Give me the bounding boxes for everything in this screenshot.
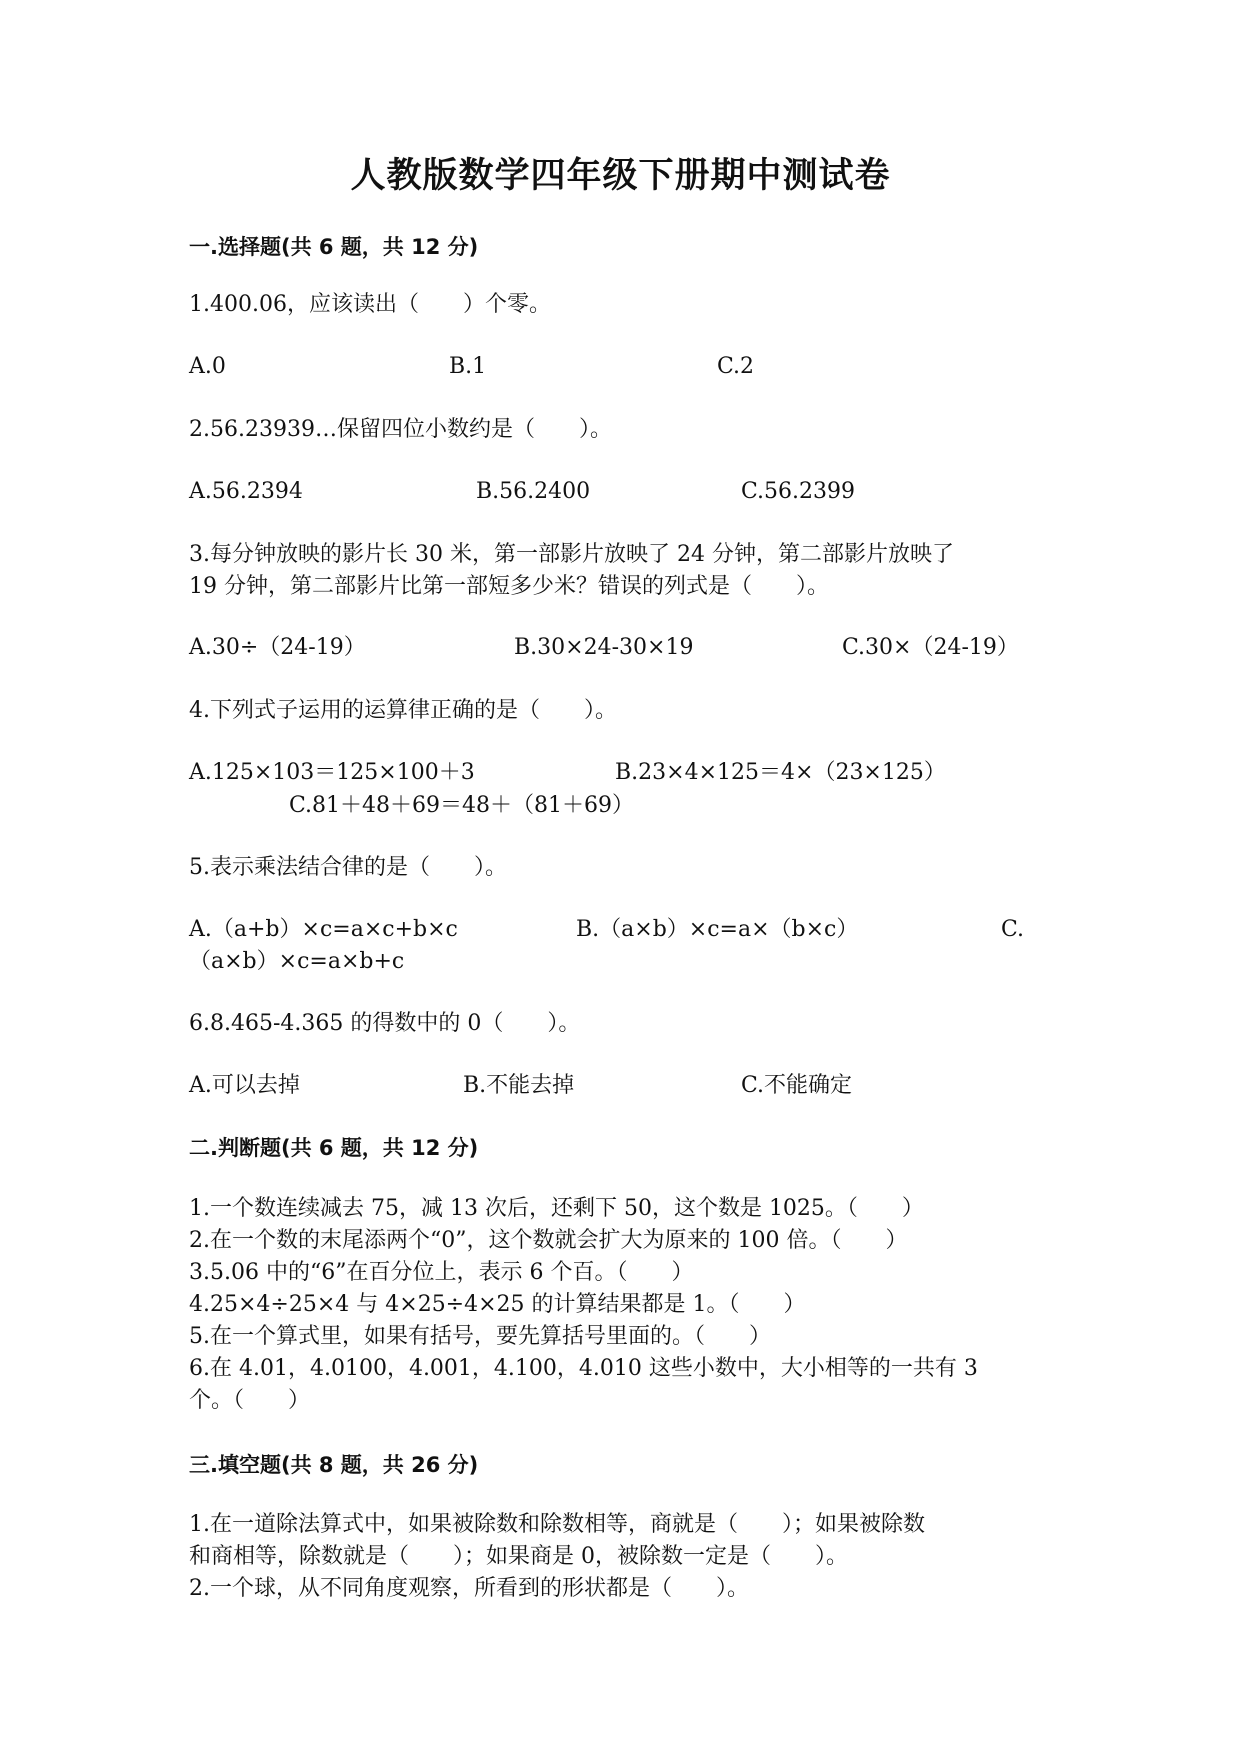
list-item: 4.25×4÷25×4 与 4×25÷4×25 的计算结果都是 1。（ ） — [189, 1292, 806, 1317]
option-c: C.2 — [717, 354, 755, 379]
option-b: B.不能去掉 — [463, 1073, 575, 1098]
list-item: 6.在 4.01，4.0100，4.001，4.100，4.010 这些小数中，大小相等的一共有 3 — [189, 1356, 978, 1381]
section-heading-fill: 三.填空题(共 8 题，共 26 分) — [189, 1453, 479, 1477]
option-b: B.（a×b）×c=a×（b×c） — [576, 917, 859, 942]
question-text-line1: 1.在一道除法算式中，如果被除数和除数相等，商就是（ ）；如果被除数 — [189, 1512, 925, 1537]
question-text-line2: 19 分钟，第二部影片比第一部短多少米？错误的列式是（ ）。 — [189, 574, 829, 599]
list-item-continuation: 个。（ ） — [189, 1388, 311, 1413]
option-b: B.56.2400 — [476, 479, 591, 504]
list-item: 3.5.06 中的“6”在百分位上，表示 6 个百。（ ） — [189, 1260, 694, 1285]
question-text: 4.下列式子运用的运算律正确的是（ ）。 — [189, 698, 617, 723]
section-heading-choice: 一.选择题(共 6 题，共 12 分) — [189, 235, 479, 259]
option-c: C.30×（24-19） — [842, 635, 1019, 660]
option-a: A.可以去掉 — [189, 1073, 300, 1098]
question-text: 2.一个球，从不同角度观察，所看到的形状都是（ ）。 — [189, 1576, 749, 1601]
option-a: A.125×103＝125×100＋3 — [189, 760, 475, 785]
option-a: A.0 — [189, 354, 226, 379]
question-text-line2: 和商相等，除数就是（ ）；如果商是 0，被除数一定是（ ）。 — [189, 1544, 848, 1569]
option-c: （a×b）×c=a×b+c — [189, 949, 405, 974]
list-item: 2.在一个数的末尾添两个“0”，这个数就会扩大为原来的 100 倍。（ ） — [189, 1228, 908, 1253]
list-item: 1.一个数连续减去 75，减 13 次后，还剩下 50，这个数是 1025。（ ） — [189, 1196, 924, 1221]
page-title: 人教版数学四年级下册期中测试卷 — [350, 156, 891, 196]
question-text-line1: 3.每分钟放映的影片长 30 米，第一部影片放映了 24 分钟，第二部影片放映了 — [189, 542, 954, 567]
option-c: C.不能确定 — [741, 1073, 853, 1098]
option-c-label: C. — [1001, 917, 1025, 942]
option-a: A.（a+b）×c=a×c+b×c — [189, 917, 458, 942]
question-text: 2.56.23939…保留四位小数约是（ ）。 — [189, 417, 612, 442]
question-text: 5.表示乘法结合律的是（ ）。 — [189, 855, 507, 880]
question-text: 1.400.06，应该读出（ ）个零。 — [189, 292, 551, 317]
option-a: A.56.2394 — [189, 479, 303, 504]
option-b: B.30×24-30×19 — [514, 635, 694, 660]
option-c: C.56.2399 — [741, 479, 856, 504]
question-text: 6.8.465-4.365 的得数中的 0（ ）。 — [189, 1011, 581, 1036]
option-a: A.30÷（24-19） — [189, 635, 366, 660]
option-c: C.81＋48＋69＝48＋（81＋69） — [289, 793, 635, 818]
section-heading-judgment: 二.判断题(共 6 题，共 12 分) — [189, 1136, 479, 1160]
list-item: 5.在一个算式里，如果有括号，要先算括号里面的。（ ） — [189, 1324, 771, 1349]
option-b: B.1 — [449, 354, 487, 379]
option-b: B.23×4×125＝4×（23×125） — [615, 760, 946, 785]
